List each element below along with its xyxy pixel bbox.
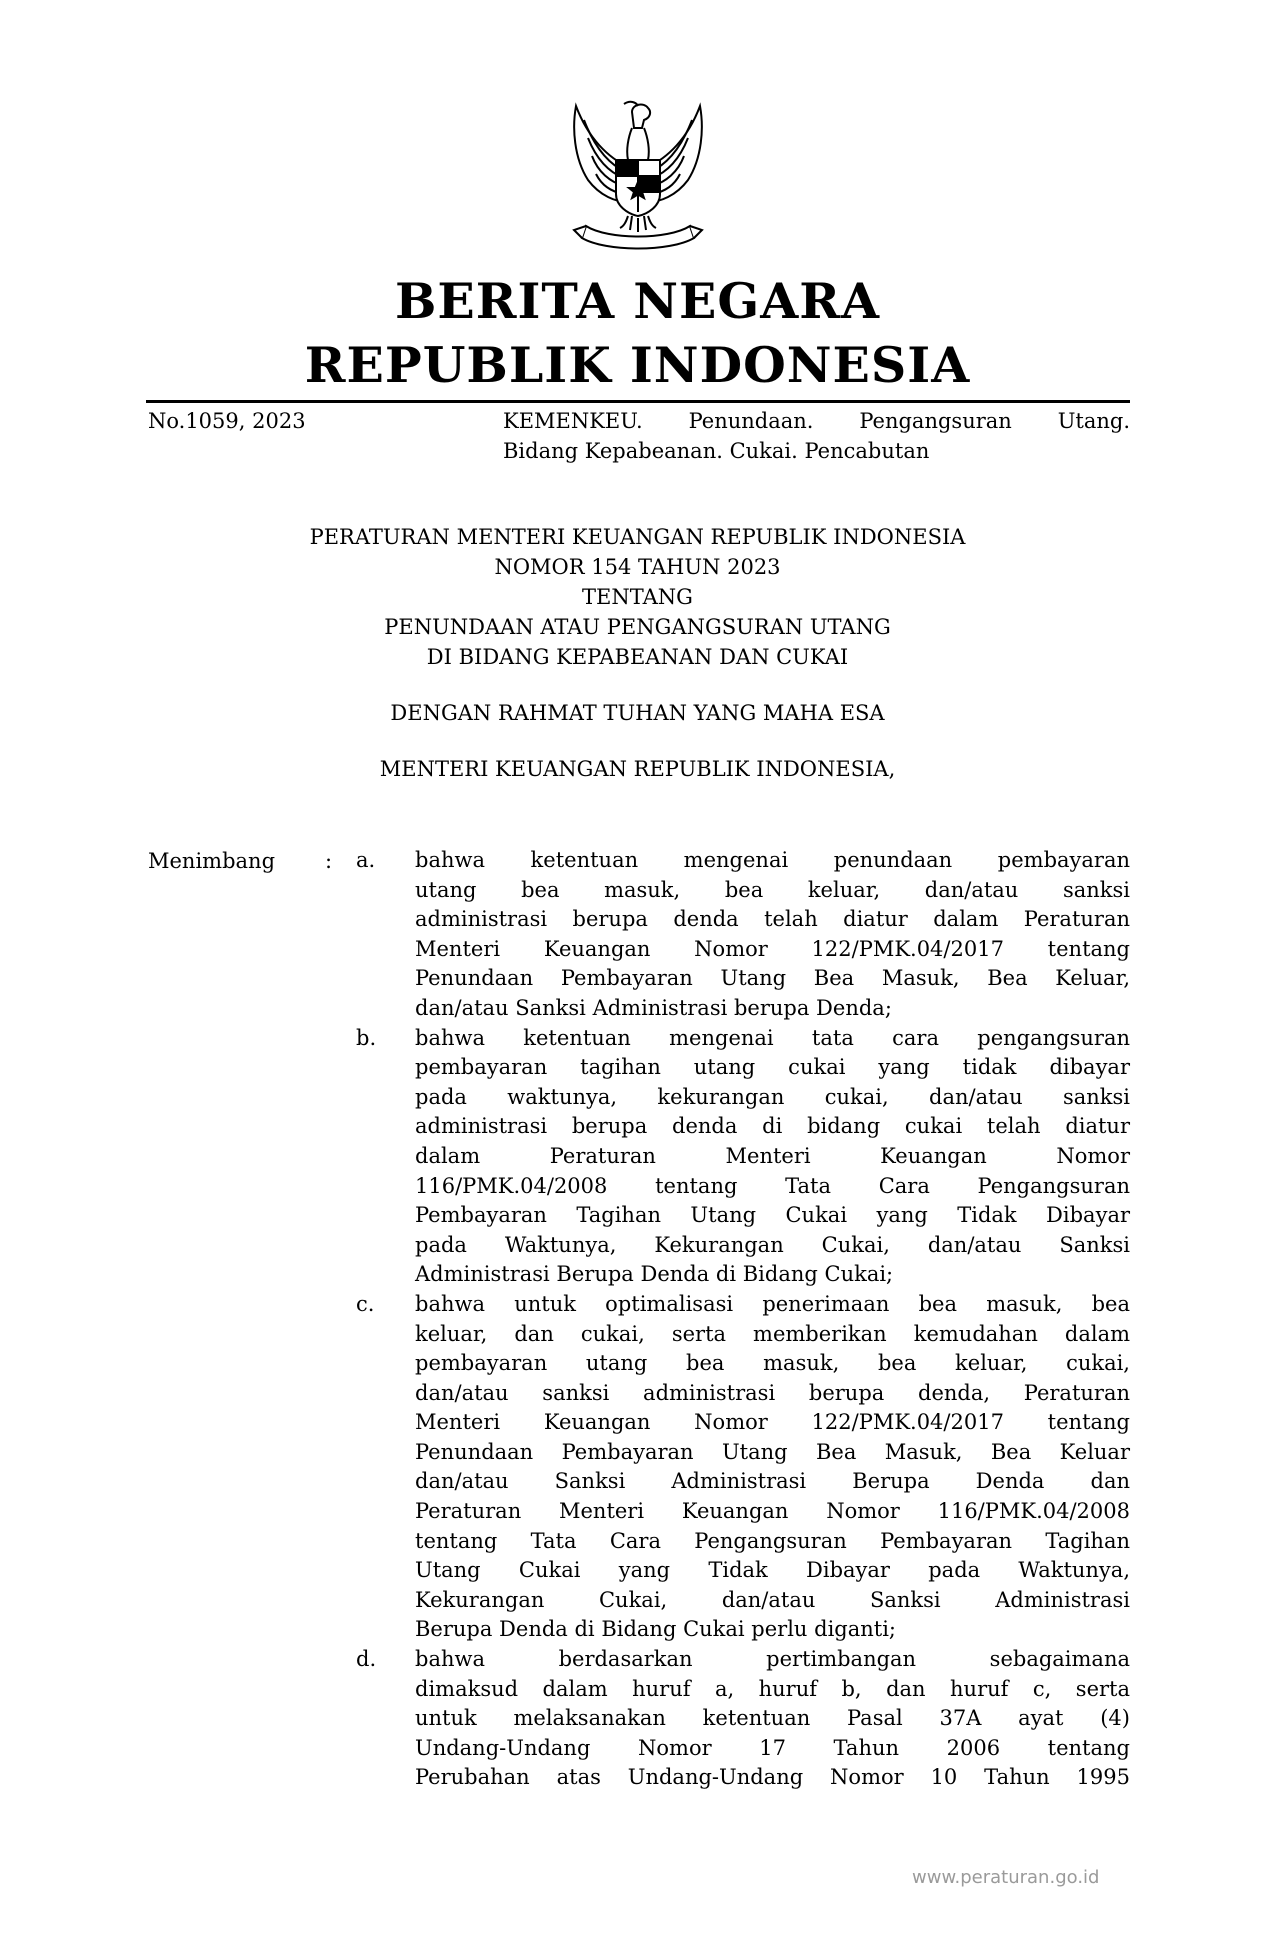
considering-colon: : <box>325 849 333 873</box>
clause-text-line: utang bea masuk, bea keluar, dan/atau sanksi <box>415 877 1130 902</box>
header-divider <box>146 400 1130 403</box>
clause-marker: d. <box>356 1647 377 1672</box>
clause-text-line: dimaksud dalam huruf a, huruf b, dan huruf c, serta <box>415 1676 1130 1701</box>
clause-text-line: pada Waktunya, Kekurangan Cukai, dan/atau Sanksi <box>415 1232 1130 1257</box>
regulation-subject: DI BIDANG KEPABEANAN DAN CUKAI <box>426 645 849 669</box>
clause-marker: b. <box>356 1025 377 1050</box>
clause-text-line: pembayaran tagihan utang cukai yang tidak dibayar <box>415 1055 1130 1080</box>
gazette-title-line-2: REPUBLIK INDONESIA <box>304 336 971 394</box>
clause-text-line: Administrasi Berupa Denda di Bidang Cukai; <box>415 1262 894 1287</box>
clause-text-line: Kekurangan Cukai, dan/atau Sanksi Administrasi <box>415 1587 1130 1612</box>
authority: MENTERI KEUANGAN REPUBLIK INDONESIA, <box>379 757 896 781</box>
clause-text-line: Penundaan Pembayaran Utang Bea Masuk, Bea Keluar <box>415 1439 1130 1464</box>
clause-marker: a. <box>356 848 376 872</box>
gazette-subject <box>503 406 1130 466</box>
clause-marker: c. <box>356 1291 375 1316</box>
clause-text-line: untuk melaksanakan ketentuan Pasal 37A ayat (4) <box>415 1706 1130 1731</box>
considering-clause <box>352 846 1130 1024</box>
clause-text-line: Undang-Undang Nomor 17 Tahun 2006 tentang <box>415 1735 1130 1760</box>
gazette-subject-line: KEMENKEU. Penundaan. Pengangsuran Utang. <box>503 409 1130 433</box>
clause-text-line: dan/atau Sanksi Administrasi Berupa Denda dan <box>415 1469 1130 1494</box>
clause-text-line: pembayaran utang bea masuk, bea keluar, cukai, <box>415 1351 1130 1376</box>
clause-text-line: administrasi berupa denda telah diatur dalam Peraturan <box>415 907 1130 932</box>
clause-text-line: bahwa berdasarkan pertimbangan sebagaimana <box>415 1647 1130 1672</box>
gazette-number: No.1059, 2023 <box>148 409 306 433</box>
regulation-heading <box>0 522 1275 784</box>
clause-text-line: bahwa ketentuan mengenai penundaan pembayaran <box>415 848 1130 872</box>
clause-text-line: Pembayaran Tagihan Utang Cukai yang Tidak Dibayar <box>415 1203 1130 1228</box>
garuda-pancasila-emblem-icon <box>548 98 728 258</box>
clause-text-line: 116/PMK.04/2008 tentang Tata Cara Pengangsuran <box>415 1173 1130 1198</box>
regulation-about: TENTANG <box>582 585 693 609</box>
clause-text-line: Perubahan atas Undang-Undang Nomor 10 Tahun 1995 <box>415 1765 1130 1790</box>
clause-text-line: keluar, dan cukai, serta memberikan kemudahan dalam <box>415 1321 1130 1346</box>
regulation-subject: PENUNDAAN ATAU PENGANGSURAN UTANG <box>384 615 891 639</box>
considering-clause <box>352 1645 1130 1793</box>
clause-text-line: tentang Tata Cara Pengangsuran Pembayaran Tagihan <box>415 1528 1130 1553</box>
clause-text-line: dan/atau Sanksi Administrasi berupa Denda; <box>415 995 892 1020</box>
clause-text-line: Menteri Keuangan Nomor 122/PMK.04/2017 tentang <box>415 1410 1130 1435</box>
clause-text-line: administrasi berupa denda di bidang cukai telah diatur <box>415 1114 1130 1139</box>
gazette-title-line-1: BERITA NEGARA <box>394 272 880 330</box>
footer-url: www.peraturan.go.id <box>912 1867 1100 1888</box>
clause-text-line: Menteri Keuangan Nomor 122/PMK.04/2017 tentang <box>415 936 1130 961</box>
regulation-number: NOMOR 154 TAHUN 2023 <box>494 555 781 579</box>
clause-text-line: bahwa untuk optimalisasi penerimaan bea masuk, bea <box>415 1291 1130 1316</box>
clause-text-line: Utang Cukai yang Tidak Dibayar pada Waktunya, <box>415 1558 1130 1583</box>
considering-label: Menimbang <box>148 849 276 873</box>
invocation: DENGAN RAHMAT TUHAN YANG MAHA ESA <box>390 701 885 725</box>
clause-text-line: dan/atau sanksi administrasi berupa denda, Peraturan <box>415 1380 1130 1405</box>
clause-text-line: pada waktunya, kekurangan cukai, dan/atau sanksi <box>415 1084 1130 1109</box>
clause-text-line: dalam Peraturan Menteri Keuangan Nomor <box>415 1143 1130 1168</box>
considering-clauses <box>352 846 1130 1793</box>
clause-text-line: Penundaan Pembayaran Utang Bea Masuk, Bea Keluar, <box>415 966 1130 991</box>
clause-text-line: Berupa Denda di Bidang Cukai perlu diganti; <box>415 1617 897 1642</box>
clause-text-line: Peraturan Menteri Keuangan Nomor 116/PMK.04/2008 <box>415 1499 1130 1524</box>
considering-clause <box>352 1024 1130 1290</box>
clause-text-line: bahwa ketentuan mengenai tata cara pengangsuran <box>415 1025 1130 1050</box>
considering-clause <box>352 1290 1130 1645</box>
regulation-title: PERATURAN MENTERI KEUANGAN REPUBLIK INDONESIA <box>309 525 966 549</box>
gazette-subject-line: Bidang Kepabeanan. Cukai. Pencabutan <box>503 439 930 463</box>
